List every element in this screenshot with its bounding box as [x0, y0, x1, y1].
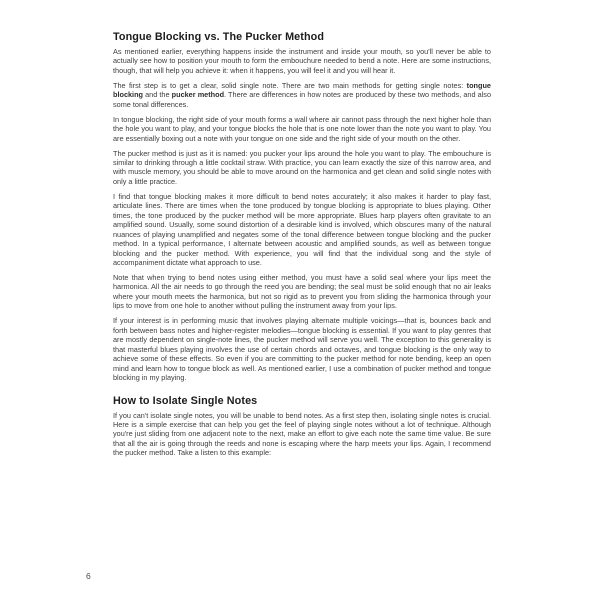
paragraph: [113, 273, 491, 311]
text-run: In tongue blocking, the right side of your mouth forms a wall where air cannot pass through the next higher hole than the hole you want to play, and your tongue blocks the hole that is one note lower than the note you want to play. You are essentially boxing out a note with your tongue on one side and the right side of your mouth on the other.: [113, 114, 491, 143]
page-content: [113, 31, 491, 458]
page-number: 6: [86, 571, 91, 581]
text-run: As mentioned earlier, everything happens inside the instrument and inside your mouth, so you'll never be able to actually see how to position your mouth to form the embouchure needed to bend a note. Here are some instructions, though, that will help you achieve it: when it happens, you will feel it and you will hear it.: [113, 47, 491, 75]
text-run: I find that tongue blocking makes it more difficult to bend notes accurately; it also makes it harder to play fast, articulate lines. There are times when the tone produced by tongue blocking is appropriate to blues playing. Other times, the tone produced by the pucker method will be more appropriate. Blues harp players often gravitate to an amplified sound. Usually, some sound distortion of a desirable kind is involved, which obscures many of the natural nuances of playing unamplified and negates some of the tonal difference between tongue blocking and the pucker method. In a typical performance, I alternate between acoustic and amplified sounds, as well as between tongue blocking and the pucker method. With experience, you will find that the individual song and the style of accompaniment dictate what approach to use.: [113, 191, 491, 268]
bold-text: tongue blocking: [113, 80, 491, 100]
text-run: The pucker method is just as it is named: you pucker your lips around the hole you want to play. The embouchure is similar to drinking through a little cocktail straw. With practice, you can learn exactly the size of this narrow area, and with muscle memory, you should be able to move around on the harmonica and get clean and solid single notes with only a little practice.: [113, 148, 491, 186]
text-run: and the: [143, 90, 172, 100]
bold-text: pucker method: [171, 90, 225, 100]
paragraph: [113, 192, 491, 268]
paragraph: [113, 115, 491, 143]
paragraph: [113, 411, 491, 458]
text-run: . There are differences in how notes are produced by these two methods, and also some tonal differences.: [113, 90, 492, 109]
section: [113, 395, 491, 458]
section: [113, 31, 491, 383]
text-run: If your interest is in performing music that involves playing alternate multiple voicings—that is, bounces back and forth between bass notes and higher-register melodies—tongue blocking is essential. If you want to play genres that are mostly dependent on single-note lines, the pucker method will serve you well. The exception to this generality is that masterful blues playing involves the use of certain chords and octaves, and tongue blocking is the only way to achieve some of these effects. So even if you are committing to the pucker method for note bending, keep an open mind and learn how to tongue block as well. As mentioned earlier, I use a combination of pucker method and tongue blocking in my playing.: [113, 316, 491, 383]
paragraph: [113, 47, 491, 75]
text-run: Note that when trying to bend notes using either method, you must have a solid seal where your lips meet the harmonica. All the air needs to go through the reed you are bending; the seal must be solid enough that no air leaks where your mouth meets the harmonica, but not so rigid as to prevent you from sliding the harmonica through your lips to move from one hole to another without pulling the instrument away from your lips.: [113, 273, 491, 311]
paragraph: [113, 149, 491, 187]
section-heading: How to Isolate Single Notes: [113, 394, 258, 407]
section-heading: Tongue Blocking vs. The Pucker Method: [113, 31, 325, 43]
text-run: If you can't isolate single notes, you will be unable to bend notes. As a first step then, isolating single notes is crucial. Here is a simple exercise that can help you get the feel of playing single notes without a lot of technique. Although you're just sliding from one adjacent note to the next, make an effort to give each note the same time value. Be sure that all the air is going through the reeds and none is escaping where the harp meets your lips. Again, I recommend the pucker method. Take a listen to this example:: [113, 410, 491, 458]
text-run: The first step is to get a clear, solid single note. There are two main methods for getting single notes:: [113, 80, 467, 90]
paragraph: [113, 316, 491, 382]
paragraph: [113, 81, 491, 109]
